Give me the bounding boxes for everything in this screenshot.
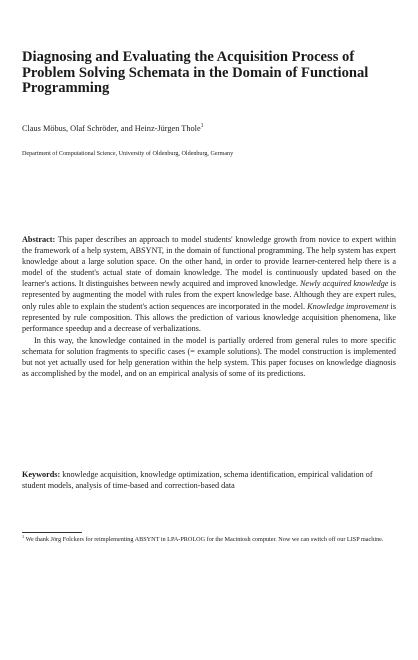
author-footnote-mark: 1 — [200, 123, 204, 130]
paper-title: Diagnosing and Evaluating the Acquisition Process of Problem Solving Schemata in the Domain of Functional Programming — [22, 49, 369, 96]
affiliation: Department of Computational Science, University of Oldenburg, Oldenburg, Germany — [22, 151, 234, 157]
abstract-paragraph-1 — [22, 234, 396, 334]
keywords — [22, 469, 396, 491]
abstract-text-a: This paper describes an approach to model students' knowledge growth from novice to expert within the framework of a help system, ABSYNT, in the domain of functional programming. The help system has expert knowledge about a large solution space. On the other hand, in order to provide learner-centered help there is a model of the student's actual state of domain knowledge. The model is continuously updated based on the learner's actions. It distinguishes between newly acquired and improved knowledge. — [22, 235, 396, 289]
abstract-emphasis-2: Knowledge improvement — [307, 301, 389, 311]
footnote-mark: 1 — [22, 533, 25, 539]
footnote-divider — [22, 532, 82, 533]
authors: Claus Möbus, Olaf Schröder, and Heinz-Jürgen Thole — [22, 124, 201, 133]
abstract-label: Abstract: — [22, 235, 56, 244]
abstract — [22, 234, 396, 379]
footnote-text: We thank Jörg Folckers for reimplementing ABSYNT in LPA-PROLOG for the Macintosh computer. Now we can switch off our LISP machine. — [24, 536, 384, 543]
abstract-emphasis-1: Newly acquired knowledge — [299, 279, 389, 289]
footnote — [22, 533, 396, 544]
abstract-text-c: is represented by rule composition. This allows the prediction of various knowledge acquisition phenomena, like performance speedup and a decrease of verbalizations. — [22, 301, 397, 333]
keywords-text: knowledge acquisition, knowledge optimization, schema identification, empirical validation of student models, analysis of time-based and correction-based data — [22, 470, 373, 491]
keywords-label: Keywords: — [22, 470, 61, 479]
abstract-text-b: is represented by augmenting the model with rules from the expert knowledge base. Although they are expert rules, only rules able to explain the student's action sequences are incorporated in the model. — [22, 279, 396, 311]
author-line — [22, 124, 392, 134]
abstract-paragraph-2: In this way, the knowledge contained in the model is partially ordered from general rules to more specific schemata for solution fragments to specific cases (= example solutions). The model construction is implemented but not yet actually used for help generation within the help system. This paper focuses on knowledge diagnosis as accomplished by the model, and on an empirical analysis of some of its predictions. — [22, 335, 396, 379]
